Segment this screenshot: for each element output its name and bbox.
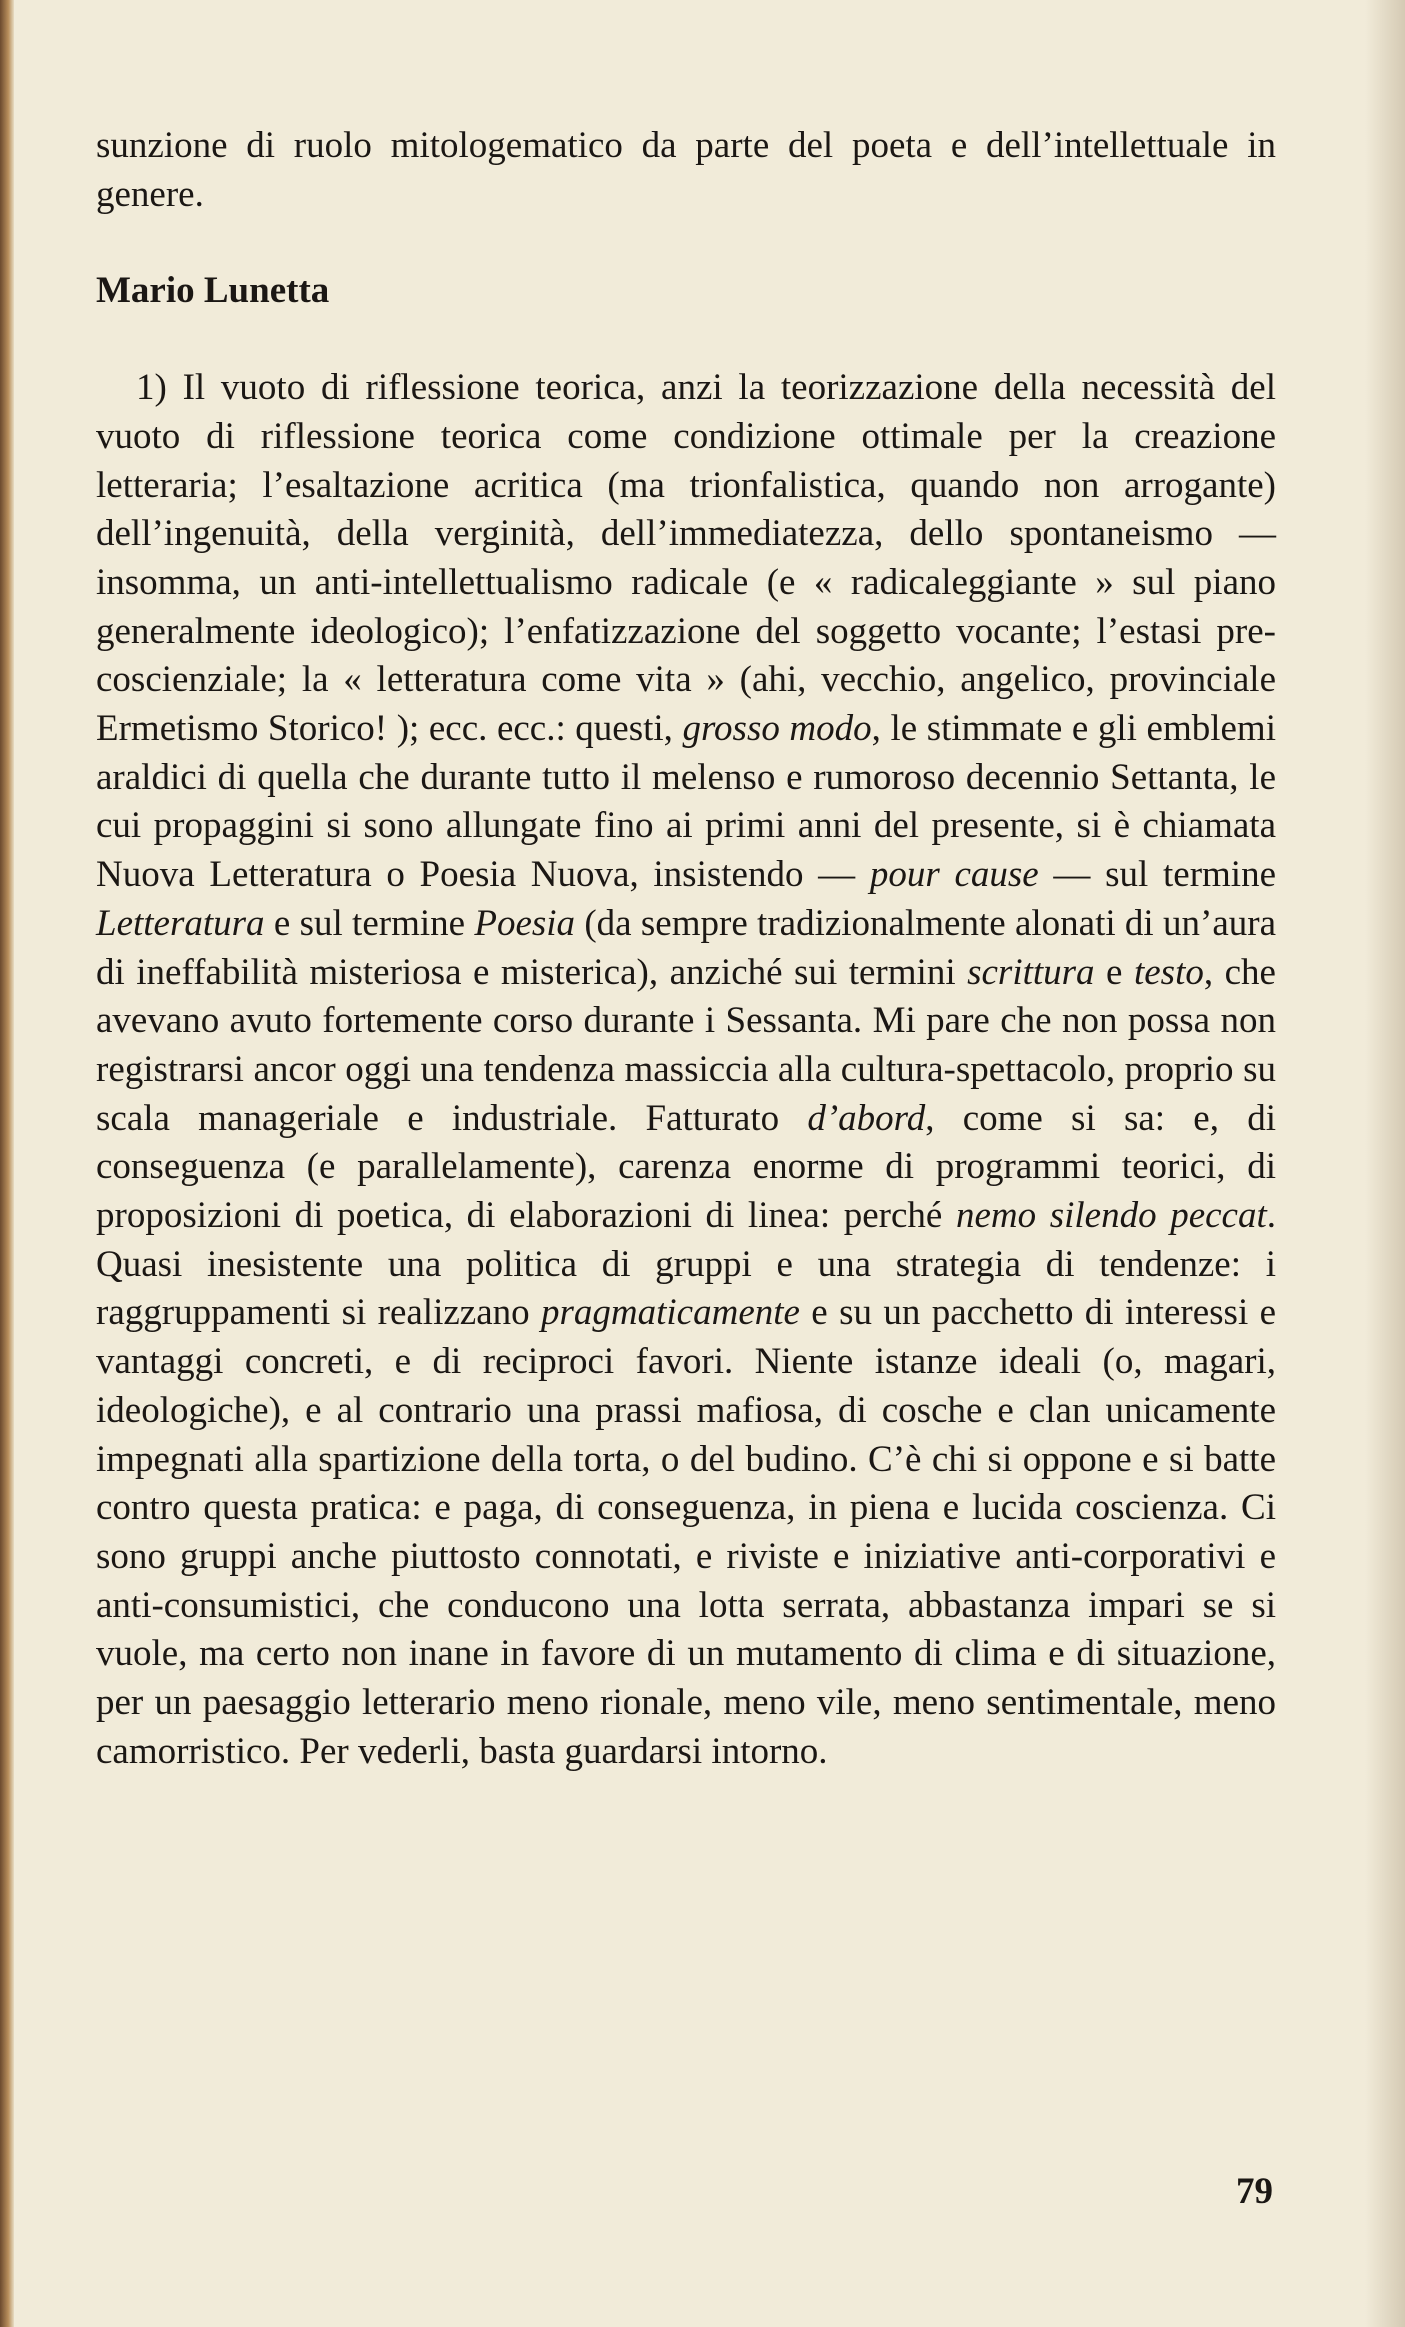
text-run: , come si sa: e, di conseguenza (e parallelamente), carenza enorme di programmi teorici, di proposizioni di poetica, di elaborazioni di linea: perché: [96, 1097, 1276, 1237]
text-run: e: [1094, 951, 1134, 993]
text-run: e su un pacchetto di interessi e vantaggi concreti, e di reciproci favori. Niente istanze ideali (o, magari, ideologiche), e al contrario una prassi mafiosa, di cosche e clan unicamente impegnati alla spartizione della torta, o del budino. C’è chi si oppone e si batte contro questa pratica: e paga, di conseguenza, in piena e lucida coscienza. Ci sono gruppi anche piuttosto connotati, e riviste e iniziative anti-corporativi e anti-consumistici, che conducono una lotta serrata, abbastanza impari se si vuole, ma certo non inane in favore di un mutamento di clima e di situazione, per un paesaggio letterario meno rionale, meno vile, meno sentimentale, meno camorristico. Per vederli, basta guardarsi intorno.: [96, 1292, 1277, 1772]
italic-run: pragmaticamente: [541, 1292, 800, 1334]
italic-run: Letteratura: [96, 902, 265, 944]
intro-paragraph: sunzione di ruolo mitologematico da parte del poeta e dell’intellettuale in genere.: [96, 125, 1276, 215]
section-heading: Mario Lunetta: [96, 270, 330, 312]
page-binding-edge: [0, 0, 14, 2327]
italic-run: Poesia: [474, 902, 576, 944]
italic-run: testo: [1133, 951, 1204, 993]
text-run: 1) Il vuoto di riflessione teorica, anzi la teorizzazione della necessità del vuoto di riflessione teorica come condizione ottimale per la creazione letteraria; l’esaltazione acritica (ma trionfalistica, quando non arrogante) dell’ingenuità, della verginità, dell’immediatezza, dello spontaneismo — insomma, un anti-intellettualismo radicale (e « radicaleggiante » sul piano generalmente ideologico); l’enfatizzazione del soggetto vocante; l’estasi pre-coscienziale; la « letteratura come vita » (ahi, vecchio, angelico, provinciale Ermetismo Storico! ); ecc. ecc.: questi,: [96, 367, 1276, 750]
page-number: 79: [1236, 2171, 1273, 2212]
text-block: [96, 122, 1276, 1777]
text-run: — sul termine: [1038, 854, 1276, 896]
italic-run: grosso modo: [682, 708, 872, 750]
italic-run: pour cause: [869, 854, 1039, 896]
italic-run: d’abord: [807, 1097, 926, 1139]
body-paragraph: [96, 364, 1276, 1776]
text-run: , le stimmate e gli emblemi araldici di quella che durante tutto il melenso e rumoroso decennio Settanta, le cui propaggini si sono allungate fino ai primi anni del presente, si è chiamata Nuova Letteratura o Poesia Nuova, insistendo —: [96, 708, 1276, 896]
italic-run: scrittura: [967, 951, 1095, 993]
page-shadow: [1365, 0, 1405, 2327]
text-run: (da sempre tradizionalmente alonati di un’aura di ineffabilità misteriosa e misterica), anziché sui termini: [96, 902, 1276, 993]
text-run: . Quasi inesistente una politica di gruppi e una strategia di tendenze: i raggruppamenti si realizzano: [96, 1195, 1276, 1334]
text-run: e sul termine: [264, 902, 475, 944]
text-run: , che avevano avuto fortemente corso durante i Sessanta. Mi pare che non possa non registrarsi ancor oggi una tendenza massiccia alla cultura-spettacolo, proprio su scala manageriale e industriale. Fatturato: [96, 951, 1276, 1139]
italic-run: nemo silendo peccat: [955, 1195, 1267, 1237]
